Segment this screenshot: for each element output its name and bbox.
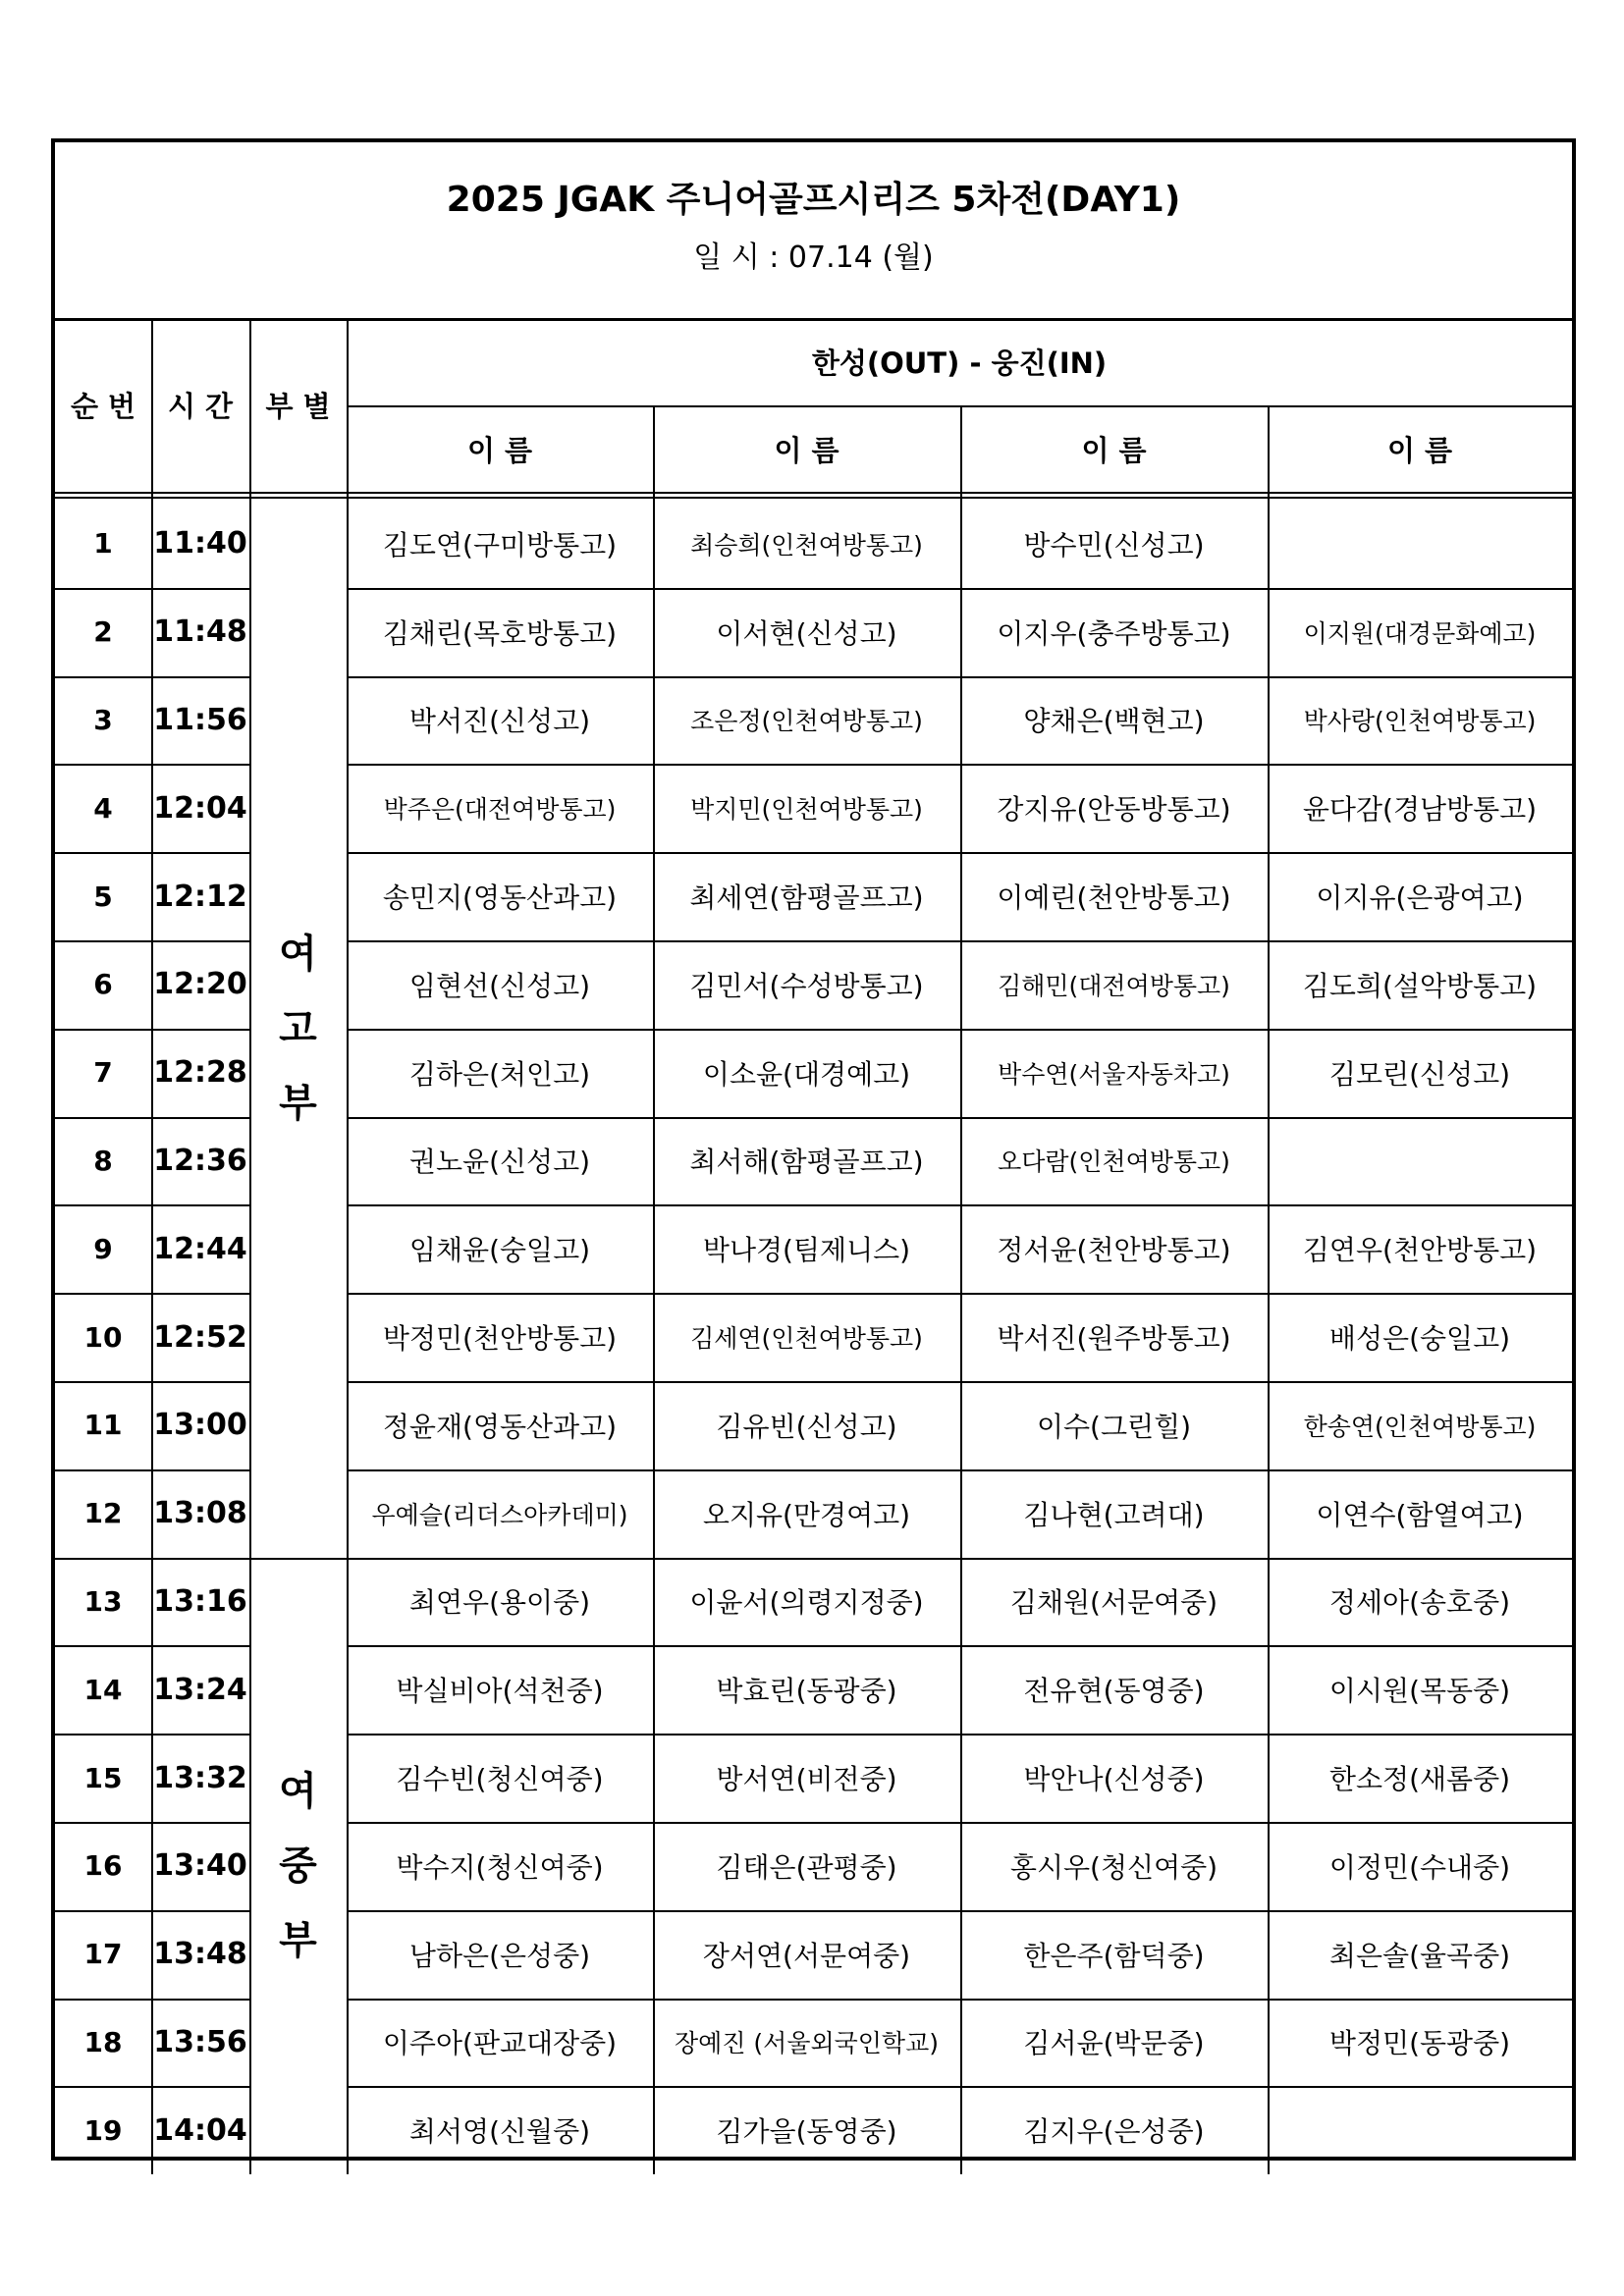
tee-time: 12:20 — [153, 967, 247, 1002]
player-name: 이연수(함열여고) — [1316, 1498, 1524, 1531]
player-name: 박수연(서울자동차고) — [998, 1059, 1230, 1089]
player-name: 최은솔(율곡중) — [1328, 1939, 1511, 1972]
player-name: 김서윤(박문중) — [1023, 2027, 1205, 2060]
player-name: 박서진(신성고) — [408, 705, 591, 738]
player-name: 장예진 (서울외국인학교) — [675, 2029, 939, 2058]
row-number: 14 — [83, 1673, 123, 1706]
division-char: 부 — [279, 1917, 317, 1963]
player-name: 임현선(신성고) — [408, 969, 591, 1002]
row-number: 5 — [93, 880, 113, 913]
table-rule — [55, 497, 1572, 499]
player-name: 김지우(은성중) — [1023, 2115, 1205, 2149]
header-division: 부 별 — [265, 390, 331, 423]
player-name: 이윤서(의령지정중) — [689, 1586, 924, 1620]
player-name: 이서현(신성고) — [716, 616, 897, 650]
tee-time: 14:04 — [153, 2112, 247, 2148]
player-name: 방서연(비전중) — [716, 1763, 897, 1796]
player-name — [1268, 1117, 1572, 1205]
player-name: 장서연(서문여중) — [702, 1939, 911, 1972]
header-time: 시 간 — [167, 390, 234, 423]
row-number: 2 — [93, 615, 113, 649]
player-name: 김모린(신성고) — [1328, 1057, 1511, 1091]
player-name: 김채린(목호방통고) — [382, 616, 618, 650]
player-name: 정윤재(영동산과고) — [382, 1410, 618, 1443]
player-name: 한은주(함덕중) — [1023, 1939, 1205, 1972]
tee-time: 12:52 — [153, 1319, 247, 1355]
row-number: 9 — [93, 1232, 113, 1265]
tee-time: 12:04 — [153, 790, 247, 826]
tee-time: 13:48 — [153, 1937, 247, 1972]
player-name: 박효린(동광중) — [716, 1675, 897, 1708]
row-number: 6 — [93, 968, 113, 1001]
player-name: 박주은(대전여방통고) — [383, 795, 617, 825]
player-name: 김가을(동영중) — [716, 2115, 897, 2149]
tee-time: 13:56 — [153, 2024, 247, 2059]
player-name: 강지유(안동방통고) — [997, 793, 1231, 827]
tee-time: 13:40 — [153, 1848, 247, 1884]
tee-time: 11:40 — [153, 526, 247, 561]
division-char: 중 — [279, 1842, 317, 1889]
tee-time: 13:32 — [153, 1760, 247, 1795]
row-number: 11 — [83, 1409, 123, 1442]
player-name: 박정민(동광중) — [1328, 2027, 1511, 2060]
player-name: 최서해(함평골프고) — [689, 1146, 924, 1179]
division-char: 고 — [279, 1005, 317, 1051]
row-number: 7 — [93, 1056, 113, 1090]
player-name: 조은정(인천여방통고) — [690, 707, 923, 736]
player-name: 이소윤(대경예고) — [702, 1057, 911, 1091]
player-name: 김민서(수성방통고) — [689, 969, 924, 1002]
player-name: 김도연(구미방통고) — [382, 528, 618, 561]
tee-time: 12:28 — [153, 1055, 247, 1091]
player-name: 전유현(동영중) — [1023, 1675, 1205, 1708]
player-name: 한소정(새롬중) — [1328, 1763, 1511, 1796]
row-number: 17 — [83, 1938, 123, 1971]
player-name: 배성은(숭일고) — [1328, 1322, 1511, 1356]
player-name: 정세아(송호중) — [1328, 1586, 1511, 1620]
tee-time: 13:24 — [153, 1672, 247, 1707]
tee-time: 12:12 — [153, 879, 247, 914]
player-name: 이시원(목동중) — [1328, 1675, 1511, 1708]
sheet-title: 2025 JGAK 주니어골프시리즈 5차전(DAY1) — [446, 180, 1181, 220]
player-name: 박정민(천안방통고) — [382, 1322, 618, 1356]
player-name: 양채은(백현고) — [1023, 705, 1205, 738]
player-name: 최서영(신월중) — [408, 2115, 591, 2149]
player-name: 박서진(원주방통고) — [997, 1322, 1231, 1356]
player-name: 이지유(은광여고) — [1316, 881, 1524, 915]
player-name: 오지유(만경여고) — [702, 1498, 911, 1531]
player-name: 이예린(천안방통고) — [997, 881, 1231, 915]
player-name: 남하은(은성중) — [408, 1939, 591, 1972]
row-number: 16 — [83, 1849, 123, 1883]
player-name: 권노윤(신성고) — [408, 1146, 591, 1179]
player-name: 박실비아(석천중) — [396, 1675, 604, 1708]
player-name — [1268, 2086, 1572, 2174]
row-number: 19 — [83, 2113, 123, 2147]
tee-time: 12:44 — [153, 1231, 247, 1266]
header-name: 이 름 — [466, 433, 533, 467]
player-name: 박지민(인천여방통고) — [690, 795, 923, 825]
player-name: 오다람(인천여방통고) — [998, 1148, 1230, 1177]
row-number: 15 — [83, 1761, 123, 1794]
player-name: 이주아(판교대장중) — [382, 2027, 618, 2060]
player-name: 박수지(청신여중) — [396, 1850, 604, 1884]
player-name: 김태은(관평중) — [716, 1850, 897, 1884]
row-number: 4 — [93, 791, 113, 825]
row-number: 8 — [93, 1144, 113, 1177]
player-name: 임채윤(숭일고) — [408, 1234, 591, 1267]
tee-time: 11:48 — [153, 614, 247, 650]
player-name: 송민지(영동산과고) — [382, 881, 618, 915]
player-name: 이지우(충주방통고) — [997, 616, 1231, 650]
player-name — [1268, 500, 1572, 588]
tee-time: 13:08 — [153, 1496, 247, 1531]
player-name: 윤다감(경남방통고) — [1302, 793, 1538, 827]
player-name: 김세연(인천여방통고) — [690, 1324, 923, 1354]
division-label — [249, 1558, 347, 2175]
player-name: 우예슬(리더스아카데미) — [371, 1500, 628, 1529]
player-name: 홍시우(청신여중) — [1009, 1850, 1218, 1884]
tee-time: 12:36 — [153, 1143, 247, 1178]
player-name: 이정민(수내중) — [1328, 1850, 1511, 1884]
player-name: 박나경(팀제니스) — [702, 1234, 911, 1267]
division-char: 여 — [279, 1768, 317, 1814]
player-name: 박안나(신성중) — [1023, 1763, 1205, 1796]
player-name: 한송연(인천여방통고) — [1303, 1412, 1537, 1441]
tee-time: 13:16 — [153, 1583, 247, 1619]
player-name: 김채원(서문여중) — [1009, 1586, 1218, 1620]
header-order: 순 번 — [70, 390, 136, 423]
player-name: 이지원(대경문화예고) — [1303, 618, 1537, 648]
row-number: 13 — [83, 1584, 123, 1618]
division-char: 여 — [279, 931, 317, 977]
player-name: 방수민(신성고) — [1023, 528, 1205, 561]
player-name: 정서윤(천안방통고) — [997, 1234, 1231, 1267]
tee-time-sheet — [51, 138, 1576, 2161]
player-name: 김나현(고려대) — [1023, 1498, 1205, 1531]
tee-time: 11:56 — [153, 702, 247, 737]
row-number: 12 — [83, 1497, 123, 1530]
tee-time: 13:00 — [153, 1408, 247, 1443]
player-name: 김해민(대전여방통고) — [998, 971, 1230, 1000]
row-number: 18 — [83, 2025, 123, 2058]
player-name: 김도희(설악방통고) — [1302, 969, 1538, 1002]
header-name: 이 름 — [1081, 433, 1147, 467]
player-name: 박사랑(인천여방통고) — [1303, 707, 1537, 736]
row-number: 10 — [83, 1320, 123, 1354]
player-name: 최연우(용이중) — [408, 1586, 591, 1620]
header-course: 한성(OUT) - 웅진(IN) — [811, 347, 1108, 380]
header-name: 이 름 — [1386, 433, 1453, 467]
sheet-date: 일 시 : 07.14 (월) — [693, 240, 934, 275]
player-name: 김연우(천안방통고) — [1302, 1234, 1538, 1267]
player-name: 최세연(함평골프고) — [689, 881, 924, 915]
player-name: 이수(그린힐) — [1036, 1410, 1192, 1443]
division-label — [249, 500, 347, 1558]
division-char: 부 — [279, 1080, 317, 1126]
player-name: 김수빈(청신여중) — [396, 1763, 604, 1796]
header-name: 이 름 — [774, 433, 839, 467]
row-number: 3 — [93, 703, 113, 736]
table-rule — [55, 492, 1572, 494]
row-number: 1 — [93, 527, 113, 561]
player-name: 김유빈(신성고) — [716, 1410, 897, 1443]
player-name: 최승희(인천여방통고) — [690, 530, 923, 560]
player-name: 김하은(처인고) — [408, 1057, 591, 1091]
